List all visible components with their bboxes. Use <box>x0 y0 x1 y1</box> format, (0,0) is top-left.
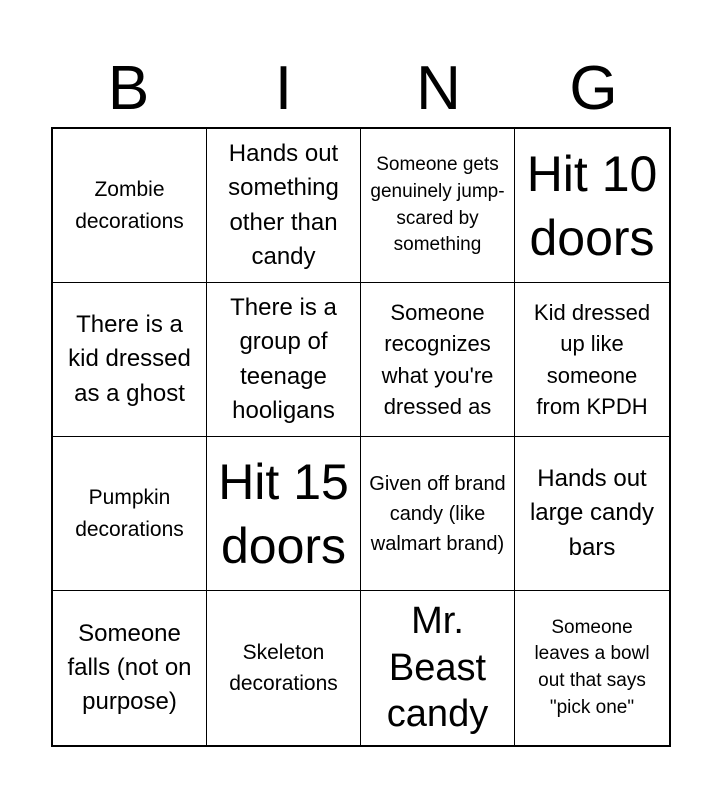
bingo-cell-r4c4[interactable] <box>515 591 669 745</box>
cell-text: Pumpkin decorations <box>75 486 184 541</box>
bingo-cell-r1c2[interactable] <box>207 129 361 283</box>
cell-text: Kid dressed up like someone from KPDH <box>533 300 651 419</box>
bingo-cell-r3c3[interactable] <box>361 437 515 591</box>
cell-text: Mr. Beast candy <box>386 600 489 736</box>
bingo-cell-r2c1[interactable] <box>53 283 207 437</box>
bingo-header <box>51 50 671 128</box>
bingo-cell-r3c4[interactable] <box>515 437 669 591</box>
bingo-cell-r4c1[interactable] <box>53 591 207 745</box>
header-letter-g: G <box>569 54 618 123</box>
cell-text: Given off brand candy (like walmart brand) <box>369 472 506 555</box>
bingo-cell-r2c3[interactable] <box>361 283 515 437</box>
bingo-cell-r3c2[interactable] <box>207 437 361 591</box>
cell-text: Hit 15 doors <box>218 453 349 574</box>
bingo-cell-r4c2[interactable] <box>207 591 361 745</box>
cell-text: Hit 10 doors <box>526 145 658 266</box>
cell-text: There is a group of teenage hooligans <box>230 293 337 424</box>
bingo-cell-r2c2[interactable] <box>207 283 361 437</box>
bingo-cell-r2c4[interactable] <box>515 283 669 437</box>
bingo-board <box>51 127 671 747</box>
header-letter-n: N <box>416 54 461 123</box>
cell-text: Skeleton decorations <box>229 640 338 695</box>
cell-text: Hands out something other than candy <box>228 139 339 270</box>
bingo-cell-r4c3[interactable] <box>361 591 515 745</box>
bingo-cell-r3c1[interactable] <box>53 437 207 591</box>
cell-text: There is a kid dressed as a ghost <box>68 311 191 407</box>
cell-text: Someone gets genuinely jump-scared by something <box>370 154 505 256</box>
bingo-cell-r1c1[interactable] <box>53 129 207 283</box>
header-letter-i: I <box>274 54 293 123</box>
cell-text: Hands out large candy bars <box>529 465 655 561</box>
cell-text: Someone falls (not on purpose) <box>67 619 192 716</box>
bingo-cell-r1c3[interactable] <box>361 129 515 283</box>
cell-text: Someone recognizes what you're dressed as <box>381 300 494 419</box>
bingo-cell-r1c4[interactable] <box>515 129 669 283</box>
cell-text: Someone leaves a bowl out that says "pick one" <box>534 616 650 718</box>
header-letter-b: B <box>107 54 150 123</box>
cell-text: Zombie decorations <box>75 178 184 233</box>
